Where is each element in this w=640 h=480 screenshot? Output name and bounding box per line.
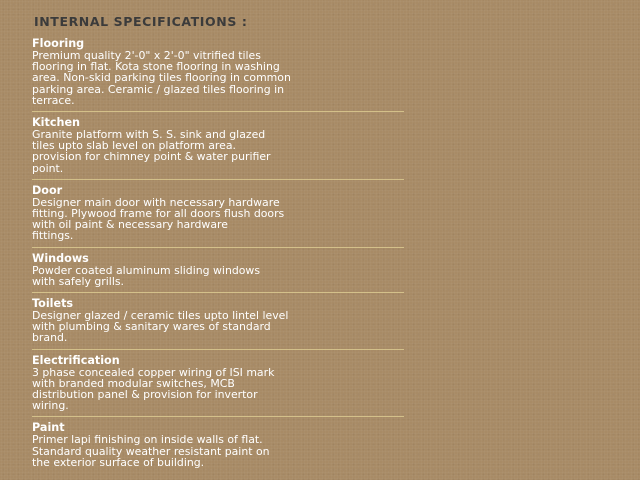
spec-sections bbox=[32, 38, 404, 478]
section-line: Powder coated aluminum sliding windows bbox=[32, 263, 261, 277]
section-line: with oil paint & necessary hardware bbox=[32, 218, 228, 232]
section-line: 3 phase concealed copper wiring of ISI mark bbox=[32, 365, 275, 379]
section-line: with branded modular switches, MCB bbox=[32, 376, 235, 390]
section-title: Toilets bbox=[32, 297, 74, 311]
section-line: parking area. Ceramic / glazed tiles flooring in bbox=[32, 82, 285, 96]
section-electrification bbox=[32, 355, 404, 418]
section-toilets bbox=[32, 298, 404, 350]
section-door bbox=[32, 185, 404, 248]
section-line: with plumbing & sanitary wares of standard bbox=[32, 320, 271, 334]
section-title: Paint bbox=[32, 421, 65, 435]
section-line: point. bbox=[32, 161, 64, 175]
section-line: area. Non-skid parking tiles flooring in common bbox=[32, 71, 291, 85]
section-line: wiring. bbox=[32, 399, 69, 413]
section-title: Windows bbox=[32, 251, 89, 265]
section-line: distribution panel & provision for invertor bbox=[32, 388, 258, 402]
section-line: flooring in flat. Kota stone flooring in washing bbox=[32, 60, 280, 74]
section-line: the exterior surface of building. bbox=[32, 455, 205, 469]
section-paint bbox=[32, 422, 404, 473]
section-title: Kitchen bbox=[32, 116, 81, 130]
section-line: brand. bbox=[32, 331, 68, 345]
page-heading: INTERNAL SPECIFICATIONS : bbox=[34, 14, 248, 29]
section-line: with safely grills. bbox=[32, 274, 124, 288]
section-line: Designer glazed / ceramic tiles upto lintel level bbox=[32, 309, 289, 323]
section-title: Door bbox=[32, 183, 63, 197]
section-line: tiles upto slab level on platform area. bbox=[32, 139, 236, 153]
section-line: Standard quality weather resistant paint on bbox=[32, 444, 270, 458]
section-title: Electrification bbox=[32, 353, 120, 367]
section-title: Flooring bbox=[32, 37, 85, 50]
section-line: fitting. Plywood frame for all doors flush doors bbox=[32, 207, 285, 221]
section-line: Primer lapi finishing on inside walls of flat. bbox=[32, 433, 263, 447]
section-kitchen bbox=[32, 117, 404, 180]
section-line: Granite platform with S. S. sink and glazed bbox=[32, 128, 266, 142]
section-line: provision for chimney point & water purifier bbox=[32, 150, 271, 164]
section-line: terrace. bbox=[32, 93, 75, 107]
section-line: Premium quality 2'-0" x 2'-0" vitrified tiles bbox=[32, 49, 261, 62]
section-windows bbox=[32, 253, 404, 293]
section-flooring bbox=[32, 38, 404, 112]
section-line: fittings. bbox=[32, 229, 74, 243]
section-line: Designer main door with necessary hardware bbox=[32, 195, 280, 209]
